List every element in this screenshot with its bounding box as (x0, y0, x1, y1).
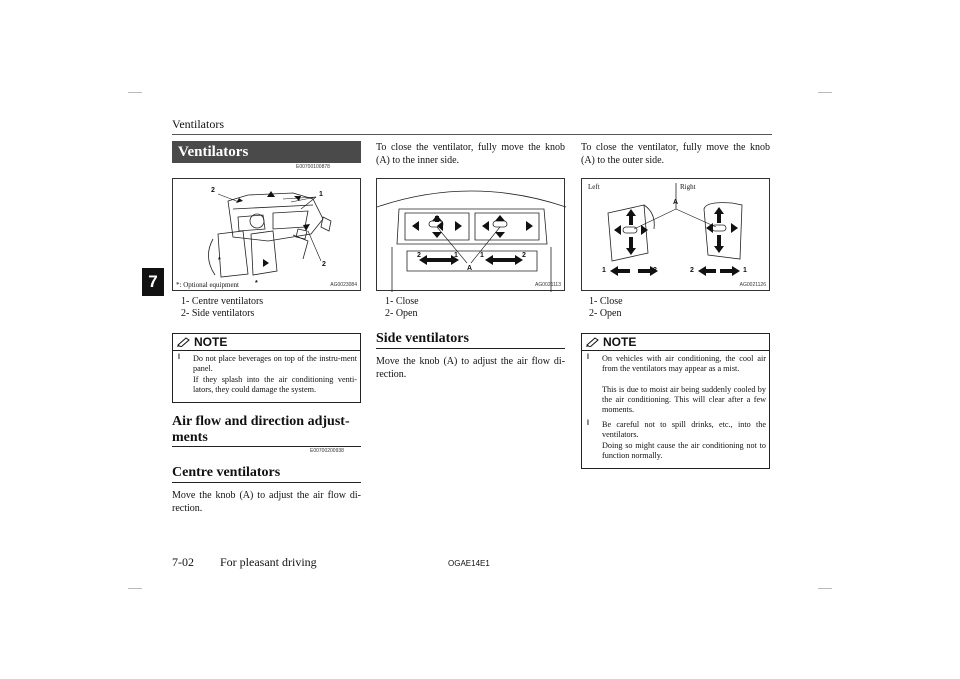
note-bullet: l (178, 354, 180, 361)
note-label: NOTE (603, 335, 637, 349)
fig3-code: AG0021126 (739, 282, 766, 288)
fig3-label-a: A (673, 199, 679, 206)
fig1-item: 2- Side ventilators (181, 308, 255, 319)
note-label: NOTE (194, 335, 228, 349)
fig1-label: 1 (319, 191, 323, 198)
fig3-item: 1- Close (589, 296, 623, 307)
fig1-label: * (218, 257, 221, 264)
fig1-code: AG0023084 (330, 282, 357, 288)
crop-mark (128, 92, 142, 93)
fig3-item: 2- Open (589, 308, 622, 319)
fig2-label-a: A (467, 265, 473, 272)
footer-chapter-name: For pleasant driving (220, 555, 317, 569)
side-ventilators-text: Move the knob (A) to adjust the air flow di-rection. (376, 356, 565, 380)
note-text: Doing so might cause the air conditioning not to function normally. (602, 441, 766, 460)
centre-ventilator-illustration (377, 179, 566, 292)
figure-side-ventilators (581, 178, 770, 291)
fig2-item: 1- Close (385, 296, 419, 307)
fig3-label: 1 (743, 267, 747, 274)
fig2-label: 2 (522, 252, 526, 259)
section-heading-centre-ventilators: Centre ventilators (172, 465, 281, 480)
section-heading-air-flow: Air flow and direction adjust-ments (172, 414, 350, 445)
ventilator-overview-illustration (173, 179, 362, 292)
note-text: If they splash into the air conditioning venti-lators, they could damage the system. (193, 375, 357, 394)
note-bullet: l (587, 354, 589, 361)
page-title: Ventilators (172, 141, 361, 163)
crop-mark (818, 588, 832, 589)
fig2-label: 1 (454, 252, 458, 259)
section-heading-side-ventilators: Side ventilators (376, 331, 469, 346)
fig1-item: 1- Centre ventilators (181, 296, 264, 307)
fig3-right-label: Right (680, 183, 696, 191)
note-text: This is due to moist air being suddenly cooled by the air conditioning. This will clear after a few moments. (602, 385, 766, 414)
col2-intro: To close the ventilator, fully move the knob (A) to the inner side. (376, 142, 565, 166)
fig3-label: 2 (653, 267, 657, 274)
chapter-tab[interactable]: 7 (142, 268, 164, 296)
crop-mark (818, 92, 832, 93)
fig3-label: 2 (690, 267, 694, 274)
fig1-label: 2 (211, 187, 215, 194)
footer-doc-code: OGAE14E1 (448, 559, 490, 568)
note-text: Do not place beverages on top of the instru-ment panel. (193, 354, 357, 373)
col3-intro: To close the ventilator, fully move the knob (A) to the outer side. (581, 142, 770, 166)
note-box (172, 333, 361, 403)
section-rule (172, 482, 361, 483)
fig2-code: AG0021113 (535, 282, 561, 288)
fig3-left-label: Left (588, 183, 600, 191)
note-pen-icon (586, 337, 600, 347)
footer-page-number: 7-02 (172, 555, 194, 569)
header-rule (172, 134, 772, 135)
note-bullet: l (587, 420, 589, 427)
figure-centre-ventilator (376, 178, 565, 291)
title-code: E00700100878 (296, 164, 330, 170)
section-code: E00700200938 (310, 448, 344, 454)
fig3-label: 1 (602, 267, 606, 274)
fig2-item: 2- Open (385, 308, 418, 319)
note-header (173, 334, 360, 351)
crop-mark (128, 588, 142, 589)
side-ventilator-illustration (582, 179, 771, 292)
section-rule (172, 446, 361, 447)
header-section-title: Ventilators (172, 117, 224, 131)
note-box (581, 333, 770, 469)
note-text: Be careful not to spill drinks, etc., into the ventilators. (602, 420, 766, 439)
fig1-label: 2 (322, 261, 326, 268)
note-header (582, 334, 769, 351)
fig2-label: 1 (480, 252, 484, 259)
centre-ventilators-text: Move the knob (A) to adjust the air flow di-rection. (172, 490, 361, 514)
note-pen-icon (177, 337, 191, 347)
section-rule (376, 348, 565, 349)
fig1-footnote: *: Optional equipment (176, 281, 239, 289)
figure-ventilator-overview (172, 178, 361, 291)
note-text: On vehicles with air conditioning, the cool air from the ventilators may appear as a mist. (602, 354, 766, 373)
fig1-label: * (255, 280, 258, 287)
fig2-label: 2 (417, 252, 421, 259)
